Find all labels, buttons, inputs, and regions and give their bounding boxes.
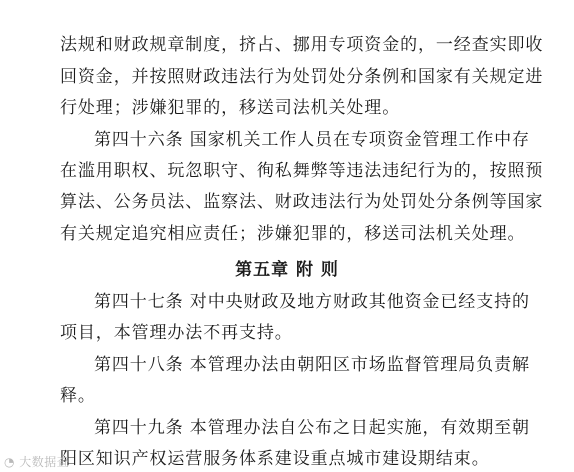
article-47-start: 第四十七条 对中央财政及地方财政其他资金已经支持的 [94,292,530,312]
text-line: 行处理；涉嫌犯罪的，移送司法机关处理。 [60,98,401,118]
text-line: 在滥用职权、玩忽职守、徇私舞弊等违法违纪行为的，按照预 [60,161,544,181]
chapter-heading: 第五章 附 则 [235,260,339,280]
watermark-icon: ◔ [4,455,20,469]
watermark-text: 大数据查 [19,455,70,469]
watermark-logo [4,453,69,470]
text-line: 释。 [60,386,96,406]
text-line: 阳区知识产权运营服务体系建设重点城市建设期结束。 [60,449,490,469]
article-46-start: 第四十六条 国家机关工作人员在专项资金管理工作中存 [94,130,530,150]
text-line: 算法、公务员法、监察法、财政违法行为处罚处分条例等国家 [60,192,544,212]
article-49-start: 第四十九条 本管理办法自公布之日起实施，有效期至朝 [94,418,530,438]
text-line: 项目，本管理办法不再支持。 [60,323,293,343]
text-line: 有关规定追究相应责任；涉嫌犯罪的，移送司法机关处理。 [60,224,526,244]
text-line: 回资金，并按照财政违法行为处罚处分条例和国家有关规定进 [60,67,544,87]
article-48-start: 第四十八条 本管理办法由朝阳区市场监督管理局负责解 [94,355,530,375]
text-line: 法规和财政规章制度，挤占、挪用专项资金的，一经查实即收 [60,35,544,55]
